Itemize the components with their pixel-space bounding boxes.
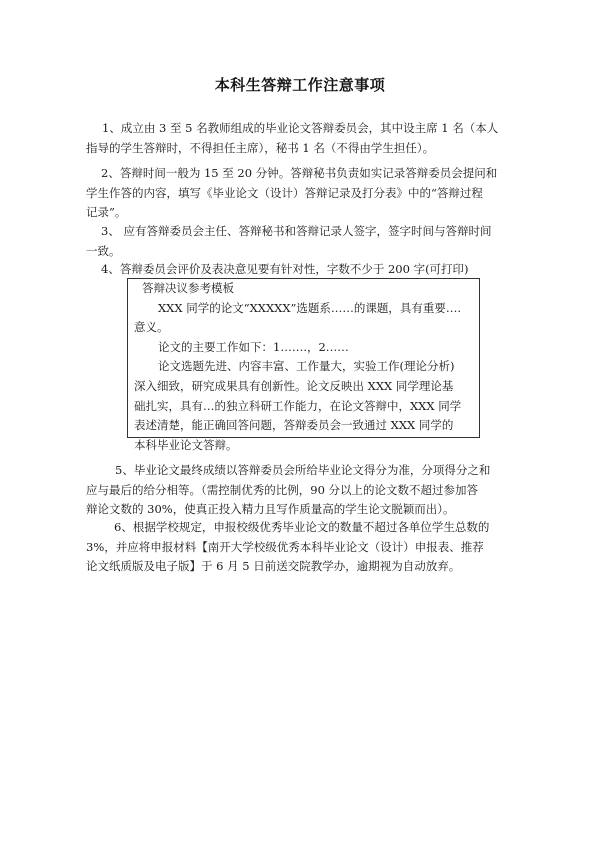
template-text-line: XXX 同学的论文“XXXXX”选题系……的课题，具有重要…. (158, 300, 462, 315)
item-4-paragraph (101, 260, 469, 280)
template-text-line: 础扎实，具有…的独立科研工作能力，在论文答辩中，XXX 同学 (134, 398, 462, 413)
item-5-line: 应与最后的给分相等。（需控制优秀的比例，90 分以上的论文数不超过参加答 (86, 482, 479, 497)
item-2-line: 2、答辩时间一般为 15 至 20 分钟。答辩秘书负责如实记录答辩委员会提问和 (101, 166, 498, 180)
item-5-line: 5、毕业论文最终成绩以答辩委员会所给毕业论文得分为准，分项得分之和 (115, 463, 491, 477)
item-1-line: 1、成立由 3 至 5 名教师组成的毕业论文答辩委员会，其中设主席 1 名（本人 (102, 121, 499, 135)
template-heading: 答辩决议参考模板 (142, 281, 234, 295)
resolution-template-box (127, 278, 480, 452)
item-3-line: 3、 应有答辩委员会主任、答辩秘书和答辩记录人签字，签字时间与答辩时间 (101, 224, 492, 238)
item-5-paragraph (86, 461, 491, 520)
template-text-line: 论文的主要工作如下：1…….，2…… (158, 339, 349, 354)
template-line (128, 279, 479, 299)
item-6-line: 3%，并应将申报材料【南开大学校级优秀本科毕业论文（设计）申报表、推荐 (86, 539, 484, 554)
item-2-line: 学生作答的内容，填写《毕业论文（设计）答辩记录及打分表》中的“答辩过程 (86, 185, 483, 200)
template-line (128, 377, 479, 397)
template-line (128, 338, 479, 358)
template-text-line: 论文选题先进、内容丰富、工作量大，实验工作(理论分析) (158, 359, 455, 374)
template-line (128, 416, 479, 436)
item-6-paragraph (86, 518, 490, 577)
template-text-line: 深入细致，研究成果具有创新性。论文反映出 XXX 同学理论基 (134, 378, 454, 393)
item-2-line: 记录”。 (86, 205, 127, 219)
item-2-paragraph (86, 164, 498, 223)
item-6-line: 论文纸质版及电子版】于 6 月 5 日前送交院教学办，逾期视为自动放弃。 (86, 559, 461, 573)
resolution-template-content (128, 279, 479, 455)
item-3-line: 一致。 (86, 243, 121, 258)
page-title: 本科生答辩工作注意事项 (214, 76, 386, 94)
item-1-paragraph (86, 119, 499, 158)
template-line (128, 299, 479, 319)
template-line (128, 436, 479, 456)
template-line (128, 318, 479, 338)
item-1-line: 指导的学生答辩时，不得担任主席），秘书 1 名（不得由学生担任）。 (86, 140, 435, 155)
item-3-paragraph (86, 222, 492, 261)
template-line (128, 357, 479, 377)
item-5-line: 辩论文数的 30%，使真正投入精力且写作质量高的学生论文脱颖而出）。 (86, 502, 455, 516)
template-text-line: 表述清楚，能正确回答问题，答辩委员会一致通过 XXX 同学的 (134, 418, 454, 433)
template-text-line: 意义。 (134, 320, 169, 335)
item-6-line: 6、根据学校规定，申报校级优秀毕业论文的数量不超过各单位学生总数的 (114, 520, 490, 534)
template-line (128, 397, 479, 417)
template-text-line: 本科毕业论文答辩。 (134, 437, 238, 452)
item-4-line: 4、答辩委员会评价及表决意见要有针对性，字数不少于 200 字(可打印) (101, 262, 469, 276)
